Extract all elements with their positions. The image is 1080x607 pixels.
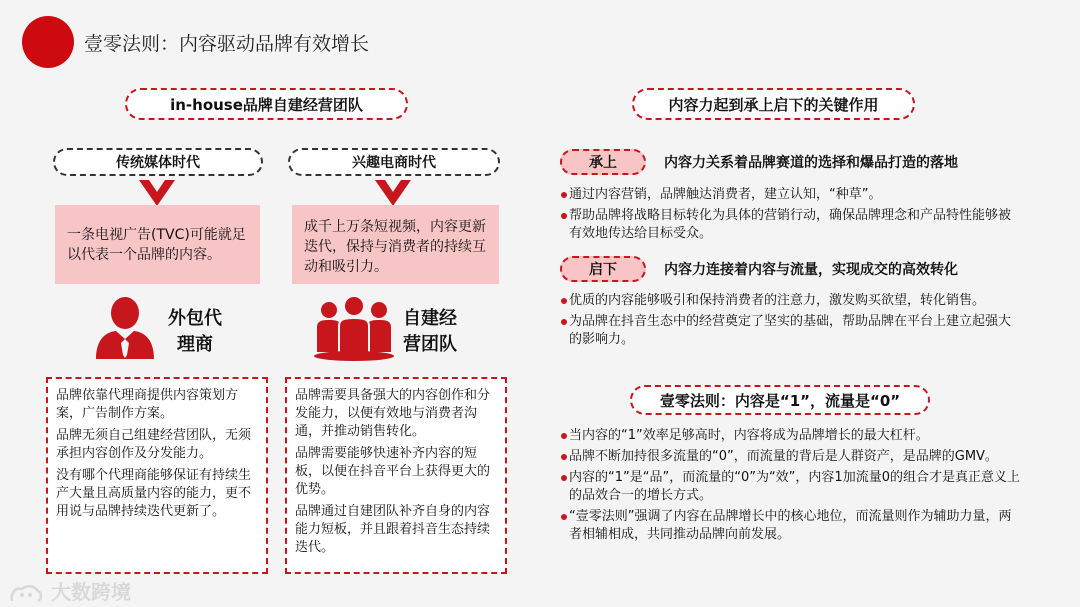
- traditional-desc: 一条电视广告(TVC)可能就足以代表一个品牌的内容。: [55, 205, 260, 284]
- list-item: “壹零法则”强调了内容在品牌增长中的核心地位，而流量则作为辅助力量，两者相辅相成，共同推动品牌向前发展。: [561, 508, 1021, 544]
- header-dot: [22, 16, 74, 68]
- list-item: 通过内容营销，品牌触达消费者，建立认知，“种草”。: [561, 186, 1021, 204]
- sec1-bullets: [561, 186, 1021, 246]
- watermark: [8, 576, 131, 605]
- left-section-title: in-house品牌自建经营团队: [125, 88, 408, 120]
- list-item: 内容的“1”是“品”，而流量的“0”为“效”，内容1加流量0的组合才是真正意义上的品效合一的增长方式。: [561, 469, 1021, 505]
- team-label-line1: 自建经: [403, 308, 457, 329]
- era-interest: 兴趣电商时代: [288, 148, 500, 176]
- list-item: 品牌不断加持很多流量的“0”，而流量的背后是人群资产，是品牌的GMV。: [561, 448, 1021, 466]
- agency-para: 品牌无须自己组建经营团队，无须承担内容创作及分发能力。: [56, 428, 252, 461]
- sec2-bullets: [561, 292, 1021, 352]
- team-label-line2: 营团队: [403, 334, 457, 355]
- rule-bullets: [561, 427, 1021, 547]
- list-item: 帮助品牌将战略目标转化为具体的营销行动，确保品牌理念和产品特性能够被有效地传达给目标受众。: [561, 207, 1021, 243]
- team-details: [285, 377, 507, 574]
- era-traditional: 传统媒体时代: [53, 148, 263, 176]
- team-para: 品牌需要能够快速补齐内容的短板，以便在抖音平台上获得更大的优势。: [295, 446, 491, 497]
- person-with-tie-icon: [92, 295, 158, 361]
- team-para: 品牌通过自建团队补齐自身的内容能力短板，并且跟着抖音生态持续迭代。: [295, 504, 491, 555]
- team-label: [403, 306, 457, 358]
- list-item: 当内容的“1”效率足够高时，内容将成为品牌增长的最大杠杆。: [561, 427, 1021, 445]
- list-item: 为品牌在抖音生态中的经营奠定了坚实的基础，帮助品牌在平台上建立起强大的影响力。: [561, 313, 1021, 349]
- agency-label-line2: 理商: [177, 334, 213, 355]
- agency-para: 没有哪个代理商能够保证有持续生产大量且高质量内容的能力，更不用说与品牌持续迭代更新了。: [56, 468, 252, 519]
- watermark-logo-icon: [8, 583, 44, 605]
- chevron-down-icon: [137, 178, 177, 208]
- page-title: 壹零法则：内容驱动品牌有效增长: [84, 33, 370, 55]
- right-section-title: 内容力起到承上启下的关键作用: [632, 88, 915, 120]
- interest-desc: 成千上万条短视频，内容更新迭代，保持与消费者的持续互动和吸引力。: [292, 205, 499, 284]
- rule-title: 壹零法则：内容是“1”，流量是“0”: [630, 385, 930, 415]
- agency-label: [168, 306, 222, 358]
- sec1-desc: 内容力关系着品牌赛道的选择和爆品打造的落地: [664, 155, 958, 171]
- agency-details: [46, 377, 268, 574]
- sec2-desc: 内容力连接着内容与流量，实现成交的高效转化: [664, 262, 958, 278]
- list-item: 优质的内容能够吸引和保持消费者的注意力，激发购买欲望，转化销售。: [561, 292, 1021, 310]
- watermark-text: 大数跨境: [50, 580, 131, 604]
- tag-chengshang: 承上: [560, 149, 646, 175]
- agency-para: 品牌依靠代理商提供内容策划方案，广告制作方案。: [56, 388, 239, 421]
- team-para: 品牌需要具备强大的内容创作和分发能力，以便有效地与消费者沟通，并推动销售转化。: [295, 388, 491, 439]
- chevron-down-icon: [373, 178, 413, 208]
- group-people-icon: [312, 294, 396, 362]
- agency-label-line1: 外包代: [168, 308, 222, 329]
- tag-qixia: 启下: [560, 256, 646, 282]
